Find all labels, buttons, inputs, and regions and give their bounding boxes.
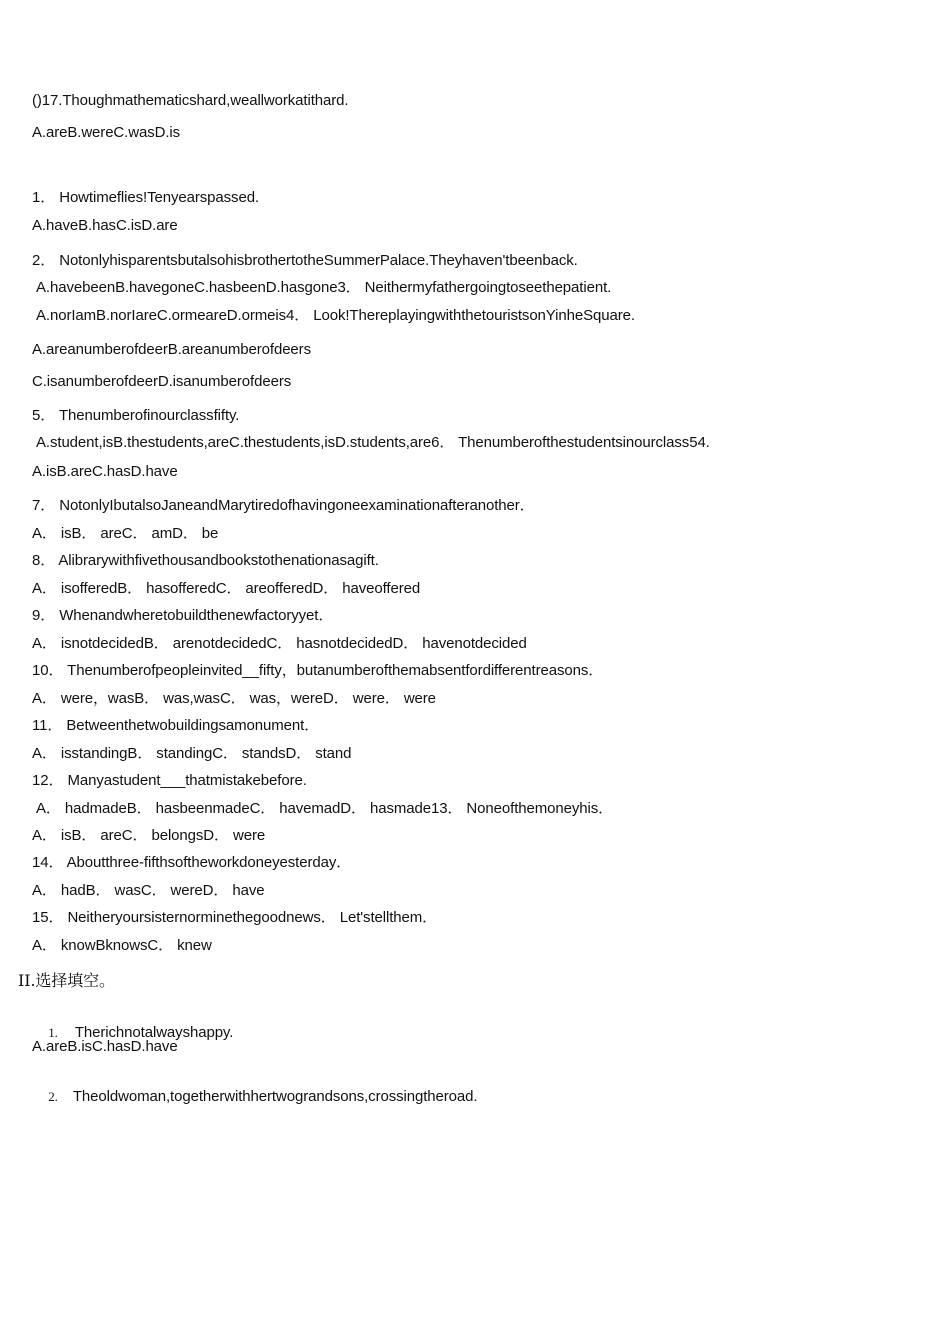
question-2: 2． NotonlyhisparentsbutalsohisbrothertotheSummerPalace.Theyhaven'tbeenback.: [32, 252, 578, 269]
question-11: 11． Betweenthetwobuildingsamonument．: [32, 717, 320, 734]
question-5: 5． Thenumberofinourclassfifty.: [32, 407, 240, 424]
question-15: 15． Neitheryoursisternorminethegoodnews． Let'stellthem．: [32, 909, 438, 926]
question-12-options-and-question-13: A． hadmadeB． hasbeenmadeC． havemadD． hasmade13． Noneofthemoneyhis．: [36, 800, 614, 817]
question-7: 7． NotonlyIbutalsoJaneandMarytiredofhavingoneexaminationafteranother．: [32, 497, 535, 514]
question-7-options: A． isB． areC． amD． be: [32, 525, 219, 542]
section-2-question-2: [32, 1070, 477, 1124]
question-6-options: A.isB.areC.hasD.have: [32, 463, 178, 480]
section-2-question-2-text: Theoldwoman,togetherwithhertwograndsons,crossingtheroad.: [72, 1088, 478, 1105]
question-10: 10． Thenumberofpeopleinvited__fifty，butanumberofthemabsentfordifferentreasons．: [32, 662, 604, 679]
question-1: 1． Howtimeflies!Tenyearspassed.: [32, 189, 259, 206]
section-2-question-1-options: A.areB.isC.hasD.have: [32, 1038, 178, 1055]
section-2-question-2-number: 2.: [48, 1089, 58, 1104]
question-1-options: A.haveB.hasC.isD.are: [32, 217, 178, 234]
question-17: ()17.Thoughmathematicshard,weallworkatithard.: [32, 92, 349, 109]
question-10-options: A． were，wasB． was,wasC． was，wereD． were． were: [32, 690, 436, 707]
question-4-options-cd: C.isanumberofdeerD.isanumberofdeers: [32, 373, 292, 390]
question-13-options: A． isB． areC． belongsD． were: [32, 827, 266, 844]
question-2-options-and-question-3: A.havebeenB.havegoneC.hasbeenD.hasgone3． Neithermyfathergoingtoseethepatient.: [36, 279, 612, 296]
question-8-options: A． isofferedB． hasofferedC． areofferedD． haveoffered: [32, 580, 421, 597]
question-5-options-and-question-6: A.student,isB.thestudents,areC.thestudents,isD.students,are6． Thenumberofthestudentsinourclass54.: [36, 434, 710, 451]
question-3-options-and-question-4: A.norIamB.norIareC.ormeareD.ormeis4． Look!ThereplayingwiththetouristsonYinheSquare.: [36, 307, 635, 324]
question-14-options: A． hadB． wasC． wereD． have: [32, 882, 265, 899]
question-15-options: A． knowBknowsC． knew: [32, 937, 212, 954]
question-8: 8． Alibrarywithfivethousandbookstothenationasagift.: [32, 552, 379, 569]
section-2-question-1-number: 1.: [48, 1025, 58, 1040]
question-4-options-ab: A.areanumberofdeerB.areanumberofdeers: [32, 341, 311, 358]
section-2-question-1-text: Therichnotalwayshappy.: [74, 1024, 234, 1041]
question-9: 9． Whenandwheretobuildthenewfactoryyet．: [32, 607, 334, 624]
question-17-options: A.areB.wereC.wasD.is: [32, 124, 181, 141]
section-2-heading: II.选择填空。: [18, 971, 115, 990]
question-14: 14． Aboutthree-fifthsoftheworkdoneyesterday．: [32, 854, 352, 871]
question-11-options: A． isstandingB． standingC． standsD． stand: [32, 745, 352, 762]
question-12: 12． Manyastudent___thatmistakebefore.: [32, 772, 307, 789]
question-9-options: A． isnotdecidedB． arenotdecidedC． hasnotdecidedD． havenotdecided: [32, 635, 527, 652]
